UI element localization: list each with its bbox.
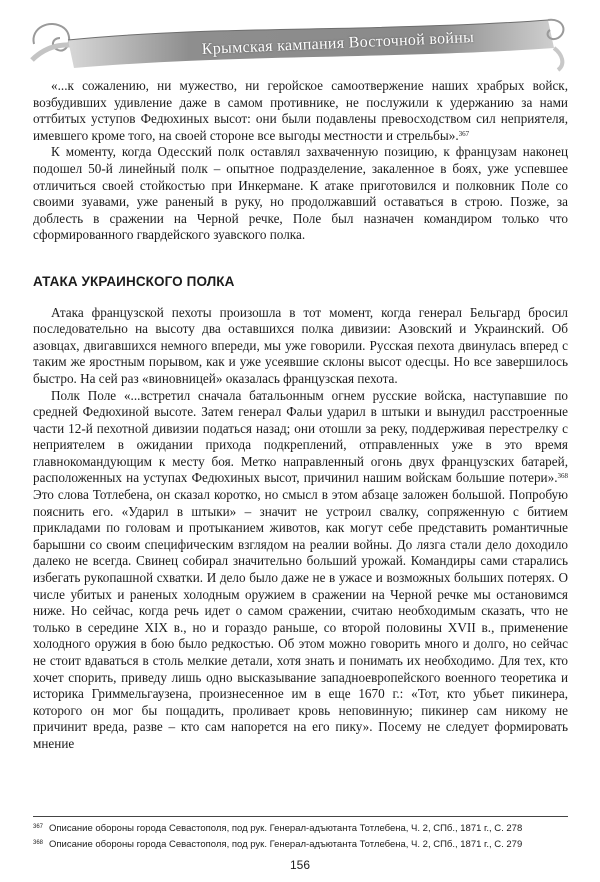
footnotes [33,820,573,852]
page-body [33,78,568,753]
footnote-divider [33,816,568,817]
footnote-ref[interactable]: 368 [557,472,568,481]
page-number: 156 [289,858,311,872]
intro-quote: «...к сожалению, ни мужество, ни геройское самоотвержение наших храбрых войск, возбудивших удивление даже в самом противнике, не послужили к удержанию за нами оттбитых уступов Федюхиных высот: они были подавлены превосходством сил неприятеля, имевшего кроме того, на своей стороне все выгоды местности и стрельбы».$^{367}$ [33,78,568,143]
section-paragraph-1: Атака французской пехоты произошла в тот момент, когда генерал Бельгард бросил последовательно на высоту два оставшихся полка дивизии: Азовский и Украинский. Об азовцах, двигавшихся немного впереди, мы уже говорили. Русская пехота двинулась вперед с таким же яростным порывом, как и уже усеявшие склоны высот одесцы. Но все завершилось быстро. На сей раз «виновницей» оказалась французская пехота. [33,304,568,386]
footnote-ref[interactable]: 367 [458,129,470,138]
section-paragraph-2: Полк Поле «...встретил сначала батальонным огнем русские войска, наступавшие по средней Федюхиной высоте. Затем генерал Фальи ударил в штыки и вынудил расстроенные части 12-й пехотной дивизии податься назад; они отошли за реку, поддерживая перестрелку с неприятелем в ожидании прихода подкреплений, отправленных уже в это время главнокомандующим к месту боя. Метко направленный огонь двух французских батарей, расположенных на уступах Федюхиных высот, причинил нашим войскам большие потери».$^{368}$ Это слова Тотлебена, он сказал коротко, но смысл в этом абзаце заложен большой. Попробую пояснить его. «Ударил в штыки» – значит не устроил свалку, сопряженную с битием прикладами по головам и протыканием животов, как могут себе представить романтичные барышни со своим специфическим взглядом на реалии войны. До лязга стали дело доходило далеко не всегда. Свинец собирал значительно больший урожай. Командиры сами старались избегать рукопашной схватки. И дело было даже не в ужасе и возможных больших потерях. О числе убитых и раненых холодным оружием в сражении на Черной речке мы остановимся ниже. Но сейчас, когда речь идет о самом сражении, считаю необходимым сказать, что не только в середине XIX в., но и гораздо раньше, со второй половины XVII в., применение холодного оружия в бою было редкостью. Об этом можно говорить много и долго, но сейчас не стоит вдаваться в столь мелкие детали, хотя знать и понимать их необходимо. Для тех, кто хочет спорить, приведу лишь одно высказывание западноевропейского военного теоретика и историка Гриммельгаузена, произнесенное им в еще 1670 г.: «Тот, кто убьет пикинера, которого он мог бы пощадить, проливает кровь неповинную; пикинер сам никому не причинит вреда, разве – кто сам напорется на его пику». Посему не следует формировать мнение [33,387,568,751]
header-title: Крымская кампания Восточной войны [201,29,475,58]
intro-paragraph: К моменту, когда Одесский полк оставлял захваченную позицию, к французам наконец подошел 50-й линейный полк – опытное подразделение, закаленное в боях, уже успевшее отличиться своей стойкостью при Инкермане. К атаке приготовился и полковник Поле со своими зуавами, уже раненый в руку, но продолжавший оставаться в строю. Позже, за доблесть в сражении на Черной речке, Поле был назначен командиром только что сформированного гвардейского зуавского полка. [33,144,568,243]
header-banner [28,14,568,72]
section-heading: АТАКА УКРАИНСКОГО ПОЛКА [33,273,235,289]
footnote: $^{368}$ Описание обороны города Севастополя, под рук. Генерал-адъютанта Тотлебена, Ч. 2, СПб., 1871 г., С. 279 [33,839,523,850]
footnote: $^{367}$ Описание обороны города Севастополя, под рук. Генерал-адъютанта Тотлебена, Ч. 2, СПб., 1871 г., С. 278 [33,823,523,834]
